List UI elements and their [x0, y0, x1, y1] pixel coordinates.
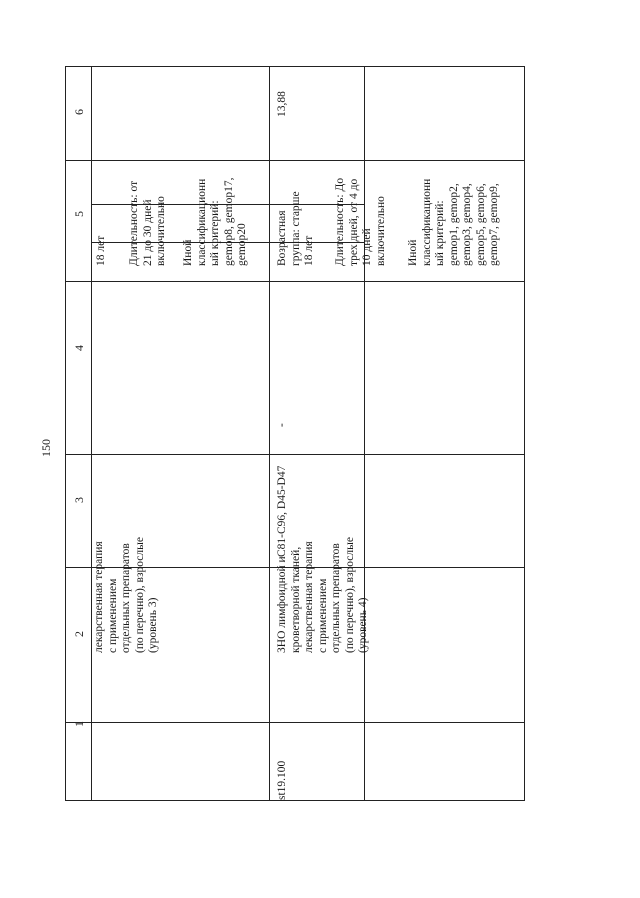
row2-criterion-2: Длительность: До трех дней, от 4 до 10 дней включительно: [334, 177, 387, 266]
header-col-2: 2: [72, 631, 86, 637]
page-number: 150: [39, 439, 53, 457]
header-col-3: 3: [72, 497, 86, 503]
grid-line: [66, 454, 524, 455]
header-col-4: 4: [72, 345, 86, 351]
row1-criterion-1: 18 лет: [95, 235, 107, 266]
grid-line: [66, 281, 524, 282]
row2-col4: -: [276, 423, 288, 427]
row1-criterion-2: Длительность: от 21 до 30 дней включительно: [128, 180, 167, 266]
grid-line: [66, 160, 524, 161]
row2-criterion-1: Возрастная группа: старше 18 лет: [276, 191, 315, 266]
row1-name: лекарственная терапия с применением отдельных препаратов (по перечню), взрослые (уровень 3): [93, 537, 159, 653]
row2-icd-codes: C81-C96, D45-D47: [276, 465, 288, 557]
header-col-1: 1: [72, 721, 86, 727]
row2-code: st19.100: [276, 760, 288, 800]
row2-criterion-3: Иной классификационн ый критерий: gemop1, gemop2, gemop3, gemop4, gemop5, gemop6, gemop7, gemop9,: [407, 178, 500, 266]
row2-coefficient: 13,88: [276, 91, 288, 117]
header-col-5: 5: [72, 211, 86, 217]
row2-name: ЗНО лимфоидной и кроветворной тканей, лекарственная терапия с применением отдельных препаратов (по перечню), взрослые (уровень 4): [276, 537, 369, 653]
grid-line: [91, 67, 92, 800]
grid-line: [269, 67, 270, 800]
header-col-6: 6: [72, 109, 86, 115]
tariff-table: [65, 66, 525, 801]
row1-criterion-3: Иной классификационн ый критерий: gemop8, gemop17, gemop20: [182, 177, 248, 266]
grid-line: [66, 722, 524, 723]
